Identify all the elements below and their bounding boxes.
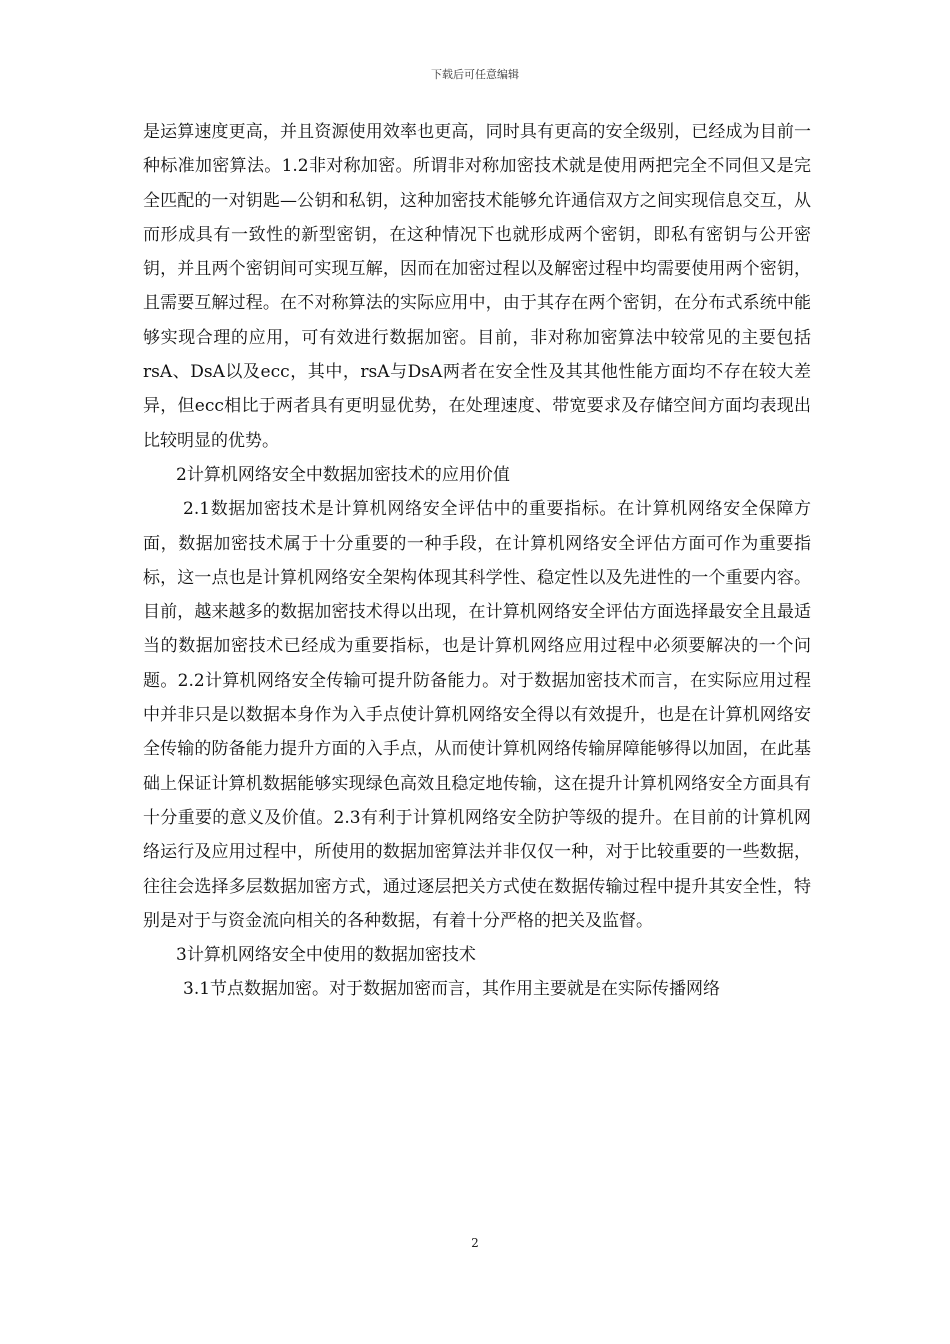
paragraph-asymmetric-encryption: 是运算速度更高，并且资源使用效率也更高，同时具有更高的安全级别，已经成为目前一种标准加密算法。1.2非对称加密。所谓非对称加密技术就是使用两把完全不同但又是完全匹配的一对钥匙—公钥和私钥，这种加密技术能够允许通信双方之间实现信息交互，从而形成具有一致性的新型密钥，在这种情况下也就形成两个密钥，即私有密钥与公开密钥，并且两个密钥间可实现互解，因而在加密过程以及解密过程中均需要使用两个密钥，且需要互解过程。在不对称算法的实际应用中，由于其存在两个密钥，在分布式系统中能够实现合理的应用，可有效进行数据加密。目前，非对称加密算法中较常见的主要包括rsA、DsA以及ecc，其中，rsA与DsA两者在安全性及其其他性能方面均不存在较大差异，但ecc相比于两者具有更明显优势，在处理速度、带宽要求及存储空间方面均表现出比较明显的优势。 [143,122,811,451]
page-header-note: 下载后可任意编辑 [431,68,519,81]
section-heading-2: 2计算机网络安全中数据加密技术的应用价值 [176,464,510,485]
section-heading-3: 3计算机网络安全中使用的数据加密技术 [176,945,476,966]
page-number: 2 [471,1236,479,1250]
paragraph-application-value: 2.1数据加密技术是计算机网络安全评估中的重要指标。在计算机网络安全保障方面，数据加密技术属于十分重要的一种手段，在计算机网络安全评估方面可作为重要指标，这一点也是计算机网络安全架构体现其科学性、稳定性以及先进性的一个重要内容。目前，越来越多的数据加密技术得以出现，在计算机网络安全评估方面选择最安全且最适当的数据加密技术已经成为重要指标，也是计算机网络应用过程中必须要解决的一个问题。2.2计算机网络安全传输可提升防备能力。对于数据加密技术而言，在实际应用过程中并非只是以数据本身作为入手点使计算机网络安全得以有效提升，也是在计算机网络安全传输的防备能力提升方面的入手点，从而使计算机网络传输屏障能够得以加固，在此基础上保证计算机数据能够实现绿色高效且稳定地传输，这在提升计算机网络安全方面具有十分重要的意义及价值。2.3有利于计算机网络安全防护等级的提升。在目前的计算机网络运行及应用过程中，所使用的数据加密算法并非仅仅一种，对于比较重要的一些数据，往往会选择多层数据加密方式，通过逐层把关方式使在数据传输过程中提升其安全性，特别是对于与资金流向相关的各种数据，有着十分严格的把关及监督。 [143,499,811,931]
document-body [143,115,811,1007]
paragraph-node-encryption: 3.1节点数据加密。对于数据加密而言，其作用主要就是在实际传播网络 [183,979,721,1000]
